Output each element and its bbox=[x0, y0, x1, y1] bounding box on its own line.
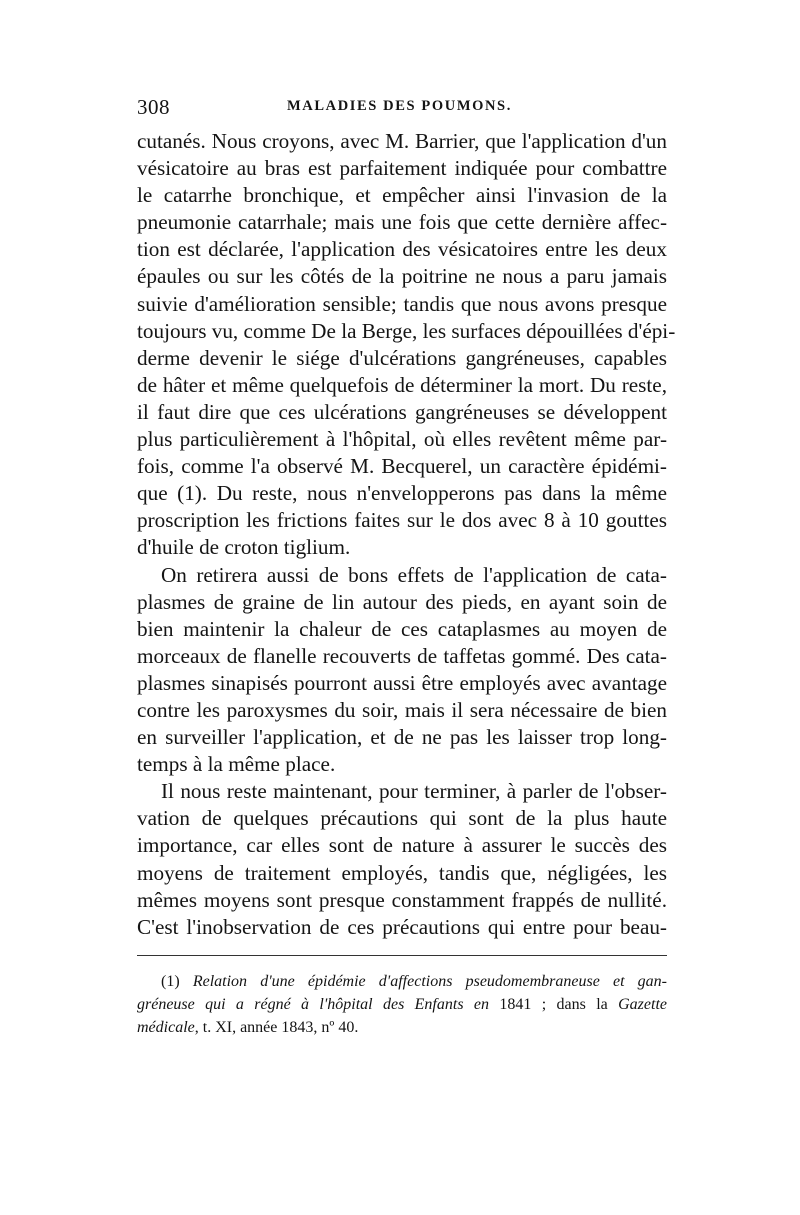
text-line-paragraph-start: On retirera aussi de bons effets de l'application de cata- bbox=[161, 562, 667, 587]
text-line: que (1). Du reste, nous n'envelopperons pas dans la même bbox=[137, 481, 667, 506]
footnote-journal-cont: médicale bbox=[137, 1019, 195, 1036]
text-line: fois, comme l'a observé M. Becquerel, un caractère épidémi- bbox=[137, 454, 667, 479]
text-line: vation de quelques précautions qui sont de la plus haute bbox=[137, 806, 667, 831]
text-line: cutanés. Nous croyons, avec M. Barrier, que l'application d'un bbox=[137, 129, 667, 153]
text-line: moyens de traitement employés, tandis que, négligées, les bbox=[137, 860, 667, 885]
text-line: épaules ou sur les côtés de la poitrine ne nous a paru jamais bbox=[137, 264, 667, 289]
text-line: morceaux de flanelle recouverts de taffetas gommé. Des cata- bbox=[137, 643, 667, 668]
text-line: tion est déclarée, l'application des vésicatoires entre les deux bbox=[137, 237, 667, 262]
text-line: derme devenir le siége d'ulcérations gangréneuses, capables bbox=[137, 345, 667, 370]
text-line: C'est l'inobservation de ces précautions qui entre pour beau- bbox=[137, 914, 667, 939]
text-line: plasmes de graine de lin autour des pieds, en ayant soin de bbox=[137, 589, 667, 614]
body-text bbox=[137, 128, 676, 941]
text-line: bien maintenir la chaleur de ces cataplasmes au moyen de bbox=[137, 616, 667, 641]
footnote bbox=[137, 970, 667, 1039]
text-line: pneumonie catarrhale; mais une fois que cette dernière affec- bbox=[137, 210, 667, 235]
footnote-title-cont: gréneuse qui a régné à l'hôpital des Enfants en bbox=[137, 996, 490, 1013]
footnote-marker: (1) bbox=[161, 973, 180, 990]
text-line: toujours vu, comme De la Berge, les surfaces dépouillées d'épi- bbox=[137, 318, 676, 343]
footnote-line bbox=[137, 970, 667, 993]
text-line: plasmes sinapisés pourront aussi être employés avec avantage bbox=[137, 670, 667, 695]
footnote-line bbox=[137, 1016, 667, 1039]
footnote-divider bbox=[137, 955, 667, 956]
footnote-citation: , t. XI, année 1843, nº 40. bbox=[194, 1019, 359, 1036]
running-title: MALADIES DES POUMONS. bbox=[287, 98, 512, 114]
text-line: vésicatoire au bras est parfaitement indiquée pour combattre bbox=[137, 156, 667, 181]
text-line: le catarrhe bronchique, et empêcher ainsi l'invasion de la bbox=[137, 183, 667, 208]
footnote-line bbox=[137, 993, 667, 1016]
text-line-paragraph-end: temps à la même place. bbox=[137, 752, 336, 777]
text-line: plus particulièrement à l'hôpital, où elles revêtent même par- bbox=[137, 427, 667, 452]
text-line: suivie d'amélioration sensible; tandis que nous avons presque bbox=[137, 291, 667, 316]
text-line-paragraph-end: d'huile de croton tiglium. bbox=[137, 535, 351, 560]
text-line: de hâter et même quelquefois de déterminer la mort. Du reste, bbox=[137, 372, 667, 397]
text-line: il faut dire que ces ulcérations gangréneuses se développent bbox=[137, 399, 667, 424]
text-line: contre les paroxysmes du soir, mais il sera nécessaire de bien bbox=[137, 697, 667, 722]
text-line: en surveiller l'application, et de ne pas les laisser trop long- bbox=[137, 725, 667, 750]
footnote-journal: Gazette bbox=[618, 996, 667, 1013]
footnote-title: Relation d'une épidémie d'affections pseudomembraneuse et gan- bbox=[192, 973, 668, 990]
text-line: mêmes moyens sont presque constamment frappés de nullité. bbox=[137, 887, 667, 912]
page-header bbox=[137, 95, 667, 121]
footnote-text: 1841 ; dans la bbox=[489, 996, 619, 1013]
text-line-paragraph-start: Il nous reste maintenant, pour terminer, à parler de l'obser- bbox=[161, 779, 667, 804]
page-number: 308 bbox=[137, 95, 170, 119]
text-line: importance, car elles sont de nature à assurer le succès des bbox=[137, 833, 667, 858]
text-line: proscription les frictions faites sur le dos avec 8 à 10 gouttes bbox=[137, 508, 667, 533]
